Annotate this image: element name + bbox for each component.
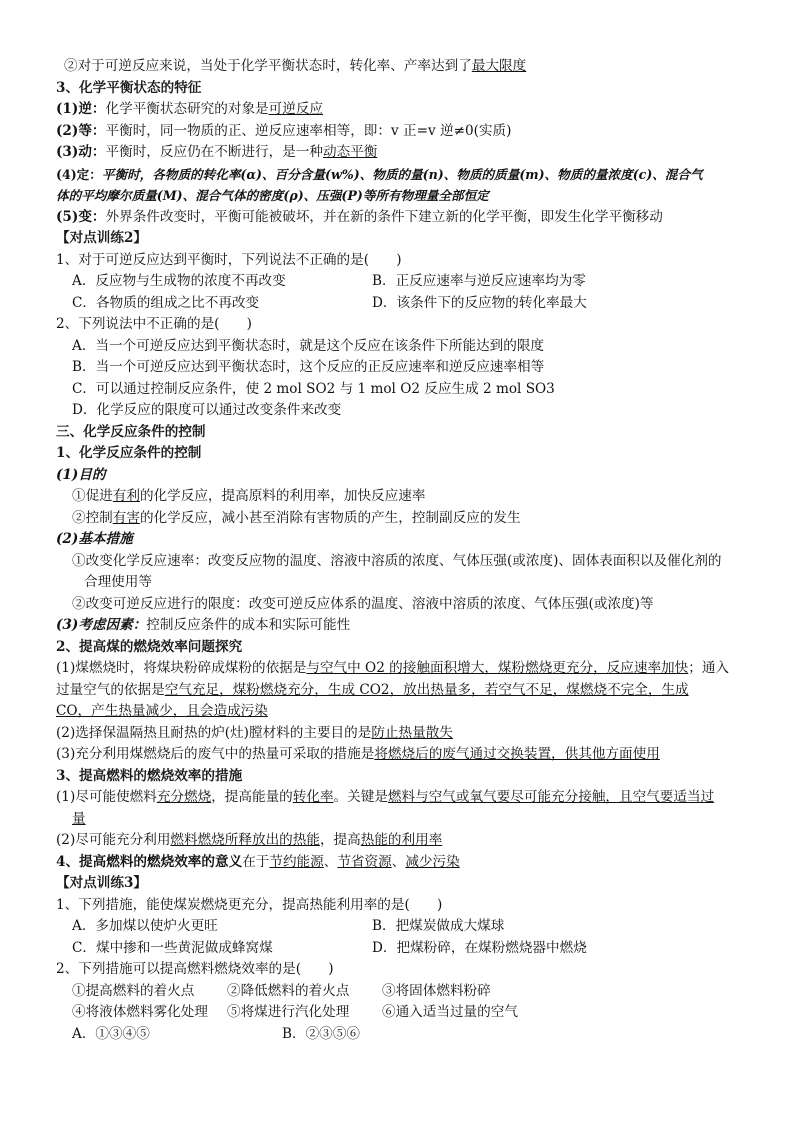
feature-fixed-cont xyxy=(56,185,744,207)
consideration xyxy=(56,615,744,637)
underlined-answer: 转化率 xyxy=(292,789,334,805)
text: 的化学反应，提高原料的利用率，加快反应速率 xyxy=(139,488,426,504)
t2-question-2: 2、下列说法中不正确的是( ) xyxy=(56,316,252,332)
option-b[interactable]: B．把煤炭做成大煤球 xyxy=(372,918,505,934)
item-4: ④将液体燃料雾化处理 xyxy=(72,1004,208,1020)
heading: 4、提高燃料的燃烧效率的意义 xyxy=(56,853,243,870)
heading-equilibrium-features: 3、化学平衡状态的特征 xyxy=(56,79,202,96)
text: ②控制 xyxy=(72,509,113,526)
underlined-answer: 节约能源 xyxy=(269,853,324,870)
option-a[interactable]: A．当一个可逆反应达到平衡状态时，就是这个反应在该条件下所能达到的限度 xyxy=(72,337,545,354)
training-2-title: 【对点训练2】 xyxy=(56,230,148,246)
option-b[interactable]: B．正反应速率与逆反应速率均为零 xyxy=(372,273,586,289)
text: (1)尽可能使燃料 xyxy=(56,789,157,805)
label: (1)逆： xyxy=(56,101,106,117)
fuel-1 xyxy=(56,787,744,809)
formula: v 正=v 逆≠0(实质) xyxy=(390,122,512,139)
text: 平衡时，各物质的转化率(α)、百分含量(w%)、物质的量(n)、物质的质量(m)、物质的量浓度(c)、混合气 xyxy=(101,166,703,182)
option-a[interactable]: A．①③④⑤ xyxy=(72,1025,150,1042)
t2-question-1: 1、对于可逆反应达到平衡时，下列说法不正确的是( ) xyxy=(56,251,402,268)
underlined-answer: 防止热量散失 xyxy=(371,724,453,741)
label: (3)考虑因素： xyxy=(56,617,147,633)
t3-question-2: 2、下列措施可以提高燃料燃烧效率的是( ) xyxy=(56,961,334,977)
coal-3 xyxy=(56,744,744,766)
text: 控制反应条件的成本和实际可能性 xyxy=(146,617,351,633)
underlined-answer: 燃料燃烧所释放出的热能 xyxy=(170,832,320,848)
heading-fuel-measures: 3、提高燃料的燃烧效率的措施 xyxy=(56,767,243,784)
label: (4)定： xyxy=(56,166,102,182)
text: (3)充分利用煤燃烧后的废气中的热量可采取的措施是 xyxy=(56,746,375,762)
underlined-answer: CO，产生热量减少，且会造成污染 xyxy=(56,703,268,719)
underlined-answer: 空气充足，煤粉燃烧充分，生成 CO2，放出热量多，若空气不足，煤燃烧不完全，生成 xyxy=(164,681,689,698)
t3-q2-options xyxy=(56,1024,744,1046)
text: ，提高能量的 xyxy=(211,789,293,805)
feature-fixed xyxy=(56,164,744,186)
underlined-answer: 动态平衡 xyxy=(323,144,378,160)
text: 平衡时，同一物质的正、逆反应速率相等，即： xyxy=(105,122,391,139)
item-6: ⑥通入适当过量的空气 xyxy=(382,1004,518,1020)
underlined-answer: 量 xyxy=(72,810,86,827)
t3-q2-items-row1 xyxy=(56,981,744,1003)
coal-1-cont2 xyxy=(56,701,744,723)
fuel-1-cont xyxy=(56,809,744,831)
underlined-answer: 减少污染 xyxy=(405,853,460,870)
coal-2 xyxy=(56,723,744,745)
measure-2: ②改变可逆反应进行的限度：改变可逆反应体系的温度、溶液中溶质的浓度、气体压强(或浓度)等 xyxy=(72,595,654,612)
text: ，提高 xyxy=(319,832,361,848)
feature-reverse xyxy=(56,99,744,121)
text: (2)尽可能充分利用 xyxy=(56,832,171,848)
option-a[interactable]: A．多加煤以使炉火更旺 xyxy=(72,918,218,934)
t3-q1-options-ab xyxy=(56,916,744,938)
t3-q1-options-cd xyxy=(56,938,744,960)
text: 外界条件改变时，平衡可能被破坏，并在新的条件下建立新的化学平衡，即发生化学平衡移动 xyxy=(105,208,663,225)
feature-change xyxy=(56,207,744,229)
t3-question-1: 1、下列措施，能使煤炭燃烧更充分，提高热能利用率的是( ) xyxy=(56,896,443,913)
text: 的化学反应，减小甚至消除有害物质的产生，控制副反应的发生 xyxy=(139,509,521,526)
option-c[interactable]: C．各物质的组成之比不再改变 xyxy=(72,294,260,311)
label: (2)等： xyxy=(56,122,106,139)
underlined-answer: 可逆反应 xyxy=(268,101,324,117)
text: 。关键是 xyxy=(333,789,388,805)
subheading-purpose: (1)目的 xyxy=(56,466,106,483)
document-page xyxy=(56,56,744,1045)
option-a[interactable]: A．反应物与生成物的浓度不再改变 xyxy=(72,273,286,289)
point-max-limit xyxy=(56,56,744,78)
purpose-1 xyxy=(56,486,744,508)
fuel-2 xyxy=(56,830,744,852)
text: (1)煤燃烧时，将煤块粉碎成煤粉的依据是 xyxy=(56,660,307,676)
underlined-answer: 最大限度 xyxy=(471,58,527,74)
underlined-answer: 与空气中 O2 的接触面积增大，煤粉燃烧更充分，反应速率加快 xyxy=(306,660,689,676)
feature-dynamic xyxy=(56,142,744,164)
text: 过量空气的依据是 xyxy=(56,681,165,698)
text: ①促进 xyxy=(72,488,113,504)
label: (5)变： xyxy=(56,208,106,225)
item-5: ⑤将煤进行汽化处理 xyxy=(227,1004,350,1020)
option-c[interactable]: C．煤中掺和一些黄泥做成蜂窝煤 xyxy=(72,939,273,956)
option-c[interactable]: C．可以通过控制反应条件，使 2 mol SO2 与 1 mol O2 反应生成 2 mol SO3 xyxy=(72,380,555,397)
coal-1-cont xyxy=(56,680,744,702)
subheading-measures: (2)基本措施 xyxy=(56,531,133,547)
underlined-answer: 有利 xyxy=(112,488,140,504)
underlined-answer: 充分燃烧 xyxy=(156,789,212,805)
coal-1 xyxy=(56,658,744,680)
text: 体的平均摩尔质量(M)、混合气体的密度(ρ)、压强(P)等所有物理量全部恒定 xyxy=(56,188,489,203)
heading-coal-efficiency: 2、提高煤的燃烧效率问题探究 xyxy=(56,638,243,655)
measure-1-cont: 合理使用等 xyxy=(84,574,152,590)
underlined-answer: 热能的利用率 xyxy=(360,832,443,848)
item-1: ①提高燃料的着火点 xyxy=(72,982,195,999)
underlined-answer: 燃料与空气或氧气要尽可能充分接触，且空气要适当过 xyxy=(387,789,715,805)
t2-q1-options-ab xyxy=(56,271,744,293)
training-3-title: 【对点训练3】 xyxy=(56,875,148,891)
separator: 、 xyxy=(323,853,338,870)
item-3: ③将固体燃料粉碎 xyxy=(382,982,491,999)
option-b[interactable]: B．②③⑤⑥ xyxy=(282,1025,360,1042)
text: (2)选择保温隔热且耐热的炉(灶)膛材料的主要目的是 xyxy=(56,724,372,741)
text: ②对于可逆反应来说，当处于化学平衡状态时，转化率、产率达到了 xyxy=(64,58,472,74)
underlined-answer: 有害 xyxy=(112,509,140,526)
heading-condition-control: 1、化学反应条件的控制 xyxy=(56,445,202,461)
purpose-2 xyxy=(56,508,744,530)
text: 平衡时，反应仍在不断进行，是一种 xyxy=(105,144,324,160)
item-2: ②降低燃料的着火点 xyxy=(227,982,350,999)
label: (3)动： xyxy=(56,144,106,160)
measure-1: ①改变化学反应速率：改变反应物的温度、溶液中溶质的浓度、气体压强(或浓度)、固体表面积以及催化剂的 xyxy=(72,552,722,569)
text: 在于 xyxy=(242,853,270,870)
option-b[interactable]: B．当一个可逆反应达到平衡状态时，这个反应的正反应速率和逆反应速率相等 xyxy=(72,359,545,375)
underlined-answer: 将燃烧后的废气通过交换装置，供其他方面使用 xyxy=(374,746,660,762)
underlined-answer: 节省资源 xyxy=(337,853,392,870)
t2-q1-options-cd xyxy=(56,293,744,315)
heading-section-three: 三、化学反应条件的控制 xyxy=(56,423,206,440)
option-d[interactable]: D．该条件下的反应物的转化率最大 xyxy=(372,294,587,311)
option-d[interactable]: D．把煤粉碎，在煤粉燃烧器中燃烧 xyxy=(372,939,587,956)
text: ；通入 xyxy=(688,660,730,676)
fuel-significance xyxy=(56,852,744,874)
t3-q2-items-row2 xyxy=(56,1002,744,1024)
feature-equal xyxy=(56,121,744,143)
text: 化学平衡状态研究的对象是 xyxy=(105,101,269,117)
option-d[interactable]: D．化学反应的限度可以通过改变条件来改变 xyxy=(72,402,342,418)
separator: 、 xyxy=(391,853,406,870)
